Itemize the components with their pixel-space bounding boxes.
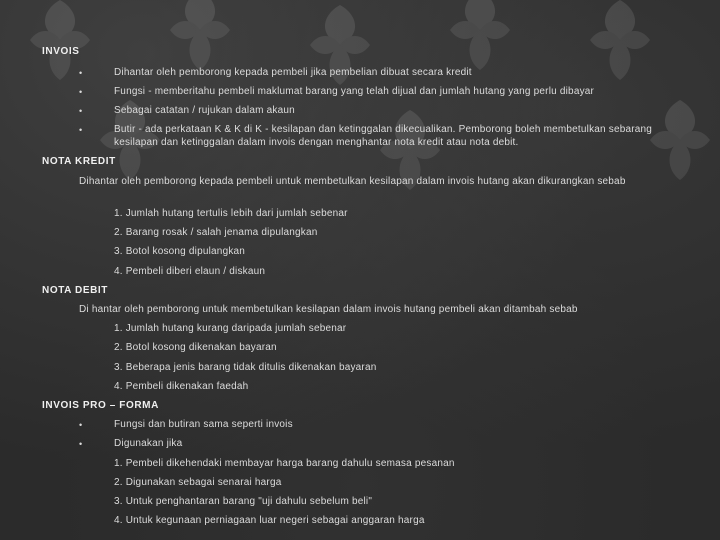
- bullet-icon: •: [79, 106, 83, 116]
- nota-debit-item-3: 3. Beberapa jenis barang tidak ditulis dikenakan bayaran: [114, 362, 377, 373]
- pro-forma-item-3: 3. Untuk penghantaran barang "uji dahulu sebelum beli": [114, 496, 373, 507]
- nota-kredit-item-3: 3. Botol kosong dipulangkan: [114, 246, 246, 257]
- pro-forma-item-4: 4. Untuk kegunaan perniagaan luar negeri sebagai anggaran harga: [114, 515, 425, 526]
- heading-invois-pro-forma: INVOIS PRO – FORMA: [42, 400, 159, 411]
- nota-kredit-item-2: 2. Barang rosak / salah jenama dipulangkan: [114, 227, 318, 238]
- invois-bullet-2: Fungsi - memberitahu pembeli maklumat barang yang telah dijual dan jumlah hutang yang perlu dibayar: [114, 86, 595, 97]
- pro-forma-item-2: 2. Digunakan sebagai senarai harga: [114, 477, 282, 488]
- nota-debit-item-1: 1. Jumlah hutang kurang daripada jumlah sebenar: [114, 323, 347, 334]
- nota-debit-description: Di hantar oleh pemborong untuk membetulkan kesilapan dalam invois hutang pembeli akan ditambah sebab: [79, 304, 578, 315]
- bullet-icon: •: [79, 87, 83, 97]
- heading-nota-debit: NOTA DEBIT: [42, 285, 108, 296]
- pro-forma-bullet-2: Digunakan jika: [114, 438, 183, 449]
- heading-invois: INVOIS: [42, 46, 80, 57]
- bullet-icon: •: [79, 439, 83, 449]
- bullet-icon: •: [79, 68, 83, 78]
- bullet-icon: •: [79, 420, 83, 430]
- nota-kredit-description: Dihantar oleh pemborong kepada pembeli untuk membetulkan kesilapan dalam invois hutang akan dikurangkan sebab: [79, 176, 626, 187]
- nota-kredit-item-1: 1. Jumlah hutang tertulis lebih dari jumlah sebenar: [114, 208, 348, 219]
- invois-bullet-4: Butir - ada perkataan K & K di K - kesilapan dan ketinggalan dikecualikan. Pemborong boleh membetulkan sebarang kesilapan dan ketinggalan dalam invois dengan menghantar nota kredit atau nota debit.: [114, 124, 653, 148]
- heading-nota-kredit: NOTA KREDIT: [42, 156, 116, 167]
- pro-forma-item-1: 1. Pembeli dikehendaki membayar harga barang dahulu semasa pesanan: [114, 458, 455, 469]
- nota-debit-item-2: 2. Botol kosong dikenakan bayaran: [114, 342, 277, 353]
- nota-kredit-item-4: 4. Pembeli diberi elaun / diskaun: [114, 266, 266, 277]
- invois-bullet-3: Sebagai catatan / rujukan dalam akaun: [114, 105, 295, 116]
- nota-debit-item-4: 4. Pembeli dikenakan faedah: [114, 381, 249, 392]
- invois-bullet-1: Dihantar oleh pemborong kepada pembeli jika pembelian dibuat secara kredit: [114, 67, 472, 78]
- bullet-icon: •: [79, 125, 83, 135]
- pro-forma-bullet-1: Fungsi dan butiran sama seperti invois: [114, 419, 293, 430]
